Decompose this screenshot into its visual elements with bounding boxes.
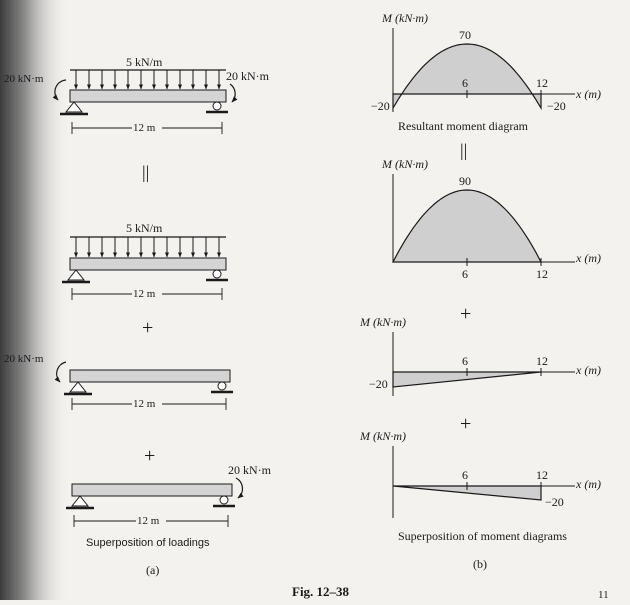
- diagram1-x-tick-label: 12: [536, 76, 548, 90]
- beam4-right-support: [213, 496, 235, 506]
- beam3-right-support: [211, 382, 233, 392]
- beam1-span-label: 12 m: [133, 122, 156, 134]
- plus-sign-b2: +: [460, 413, 472, 435]
- diagram2-ylabel: M (kN·m): [382, 157, 428, 171]
- diagram3-x-tick-label: 12: [536, 354, 548, 368]
- diagram3-xlabel: x (m): [576, 363, 601, 377]
- diagram2-x-tick-label: 12: [536, 267, 548, 281]
- part-b-moment-diagrams: [359, 11, 601, 571]
- part-b-label: (b): [473, 557, 487, 571]
- page-gutter-shadow: [0, 0, 70, 600]
- beam2-load-arrows: [76, 237, 219, 257]
- diagram1-x-tick-label: 6: [462, 76, 468, 90]
- diagram1-value-label: 70: [459, 28, 471, 42]
- beam1-right-moment-label: 20 kN·m: [226, 69, 269, 83]
- beam4-span-label: 12 m: [137, 515, 160, 527]
- page-number: 11: [598, 589, 609, 600]
- beam4-right-moment-arrow: [236, 478, 242, 498]
- diagram1-resultant: [371, 11, 601, 133]
- beam2-right-support: [206, 270, 228, 280]
- diagram1-value-label: −20: [547, 99, 566, 113]
- diagram4-xlabel: x (m): [576, 477, 601, 491]
- beam4-left-support: [66, 496, 94, 508]
- diagram2-moment-area: [393, 190, 541, 262]
- beam1-right-support: [206, 102, 228, 112]
- diagram2-distributed: [381, 157, 601, 281]
- plus-sign-a2: +: [144, 445, 156, 467]
- diagram1-ylabel: M (kN·m): [382, 11, 428, 25]
- beam-right-moment: [66, 463, 272, 527]
- part-a-caption: Superposition of loadings: [86, 537, 210, 549]
- diagram1-title: Resultant moment diagram: [398, 119, 528, 133]
- diagram3-ylabel: M (kN·m): [360, 315, 406, 329]
- beam2-beam: [70, 258, 226, 270]
- diagram3-left-moment: [359, 315, 601, 396]
- diagram3-x-tick-label: 6: [462, 354, 468, 368]
- diagram1-xlabel: x (m): [576, 87, 601, 101]
- beam4-beam: [72, 484, 232, 496]
- diagram2-value-label: 90: [459, 174, 471, 188]
- beam1-load-label: 5 kN/m: [126, 55, 163, 69]
- diagram4-value-label: −20: [545, 495, 564, 509]
- beam2-span-label: 12 m: [133, 288, 156, 300]
- beam3-beam: [70, 370, 230, 382]
- plus-sign-b1: +: [460, 303, 472, 325]
- diagram3-value-label: −20: [369, 377, 388, 391]
- beam1-left-moment-label: 20 kN·m: [4, 73, 44, 85]
- plus-sign-a1: +: [142, 317, 154, 339]
- diagram4-x-tick-label: 12: [536, 468, 548, 482]
- diagram4-ylabel: M (kN·m): [360, 429, 406, 443]
- diagram2-xlabel: x (m): [576, 251, 601, 265]
- beam3-span-label: 12 m: [133, 398, 156, 410]
- equals-sign-a: ||: [142, 162, 150, 182]
- beam2-load-label: 5 kN/m: [126, 221, 163, 235]
- beam1-load-arrows: [76, 70, 219, 89]
- beam-distributed-load: [62, 221, 228, 300]
- diagram4-x-tick-label: 6: [462, 468, 468, 482]
- figure-label: Fig. 12–38: [292, 584, 350, 599]
- beam1-right-moment-arrow: [230, 84, 235, 102]
- diagram4-right-moment: [359, 429, 601, 518]
- part-b-caption: Superposition of moment diagrams: [398, 529, 567, 543]
- beam3-left-moment-label: 20 kN·m: [4, 353, 44, 365]
- beam4-right-moment-label: 20 kN·m: [228, 463, 271, 477]
- diagram2-x-tick-label: 6: [462, 267, 468, 281]
- beam1-beam: [70, 90, 226, 102]
- diagram1-value-label: −20: [371, 99, 390, 113]
- part-a-label: (a): [146, 563, 160, 577]
- equals-sign-b: ||: [460, 140, 468, 160]
